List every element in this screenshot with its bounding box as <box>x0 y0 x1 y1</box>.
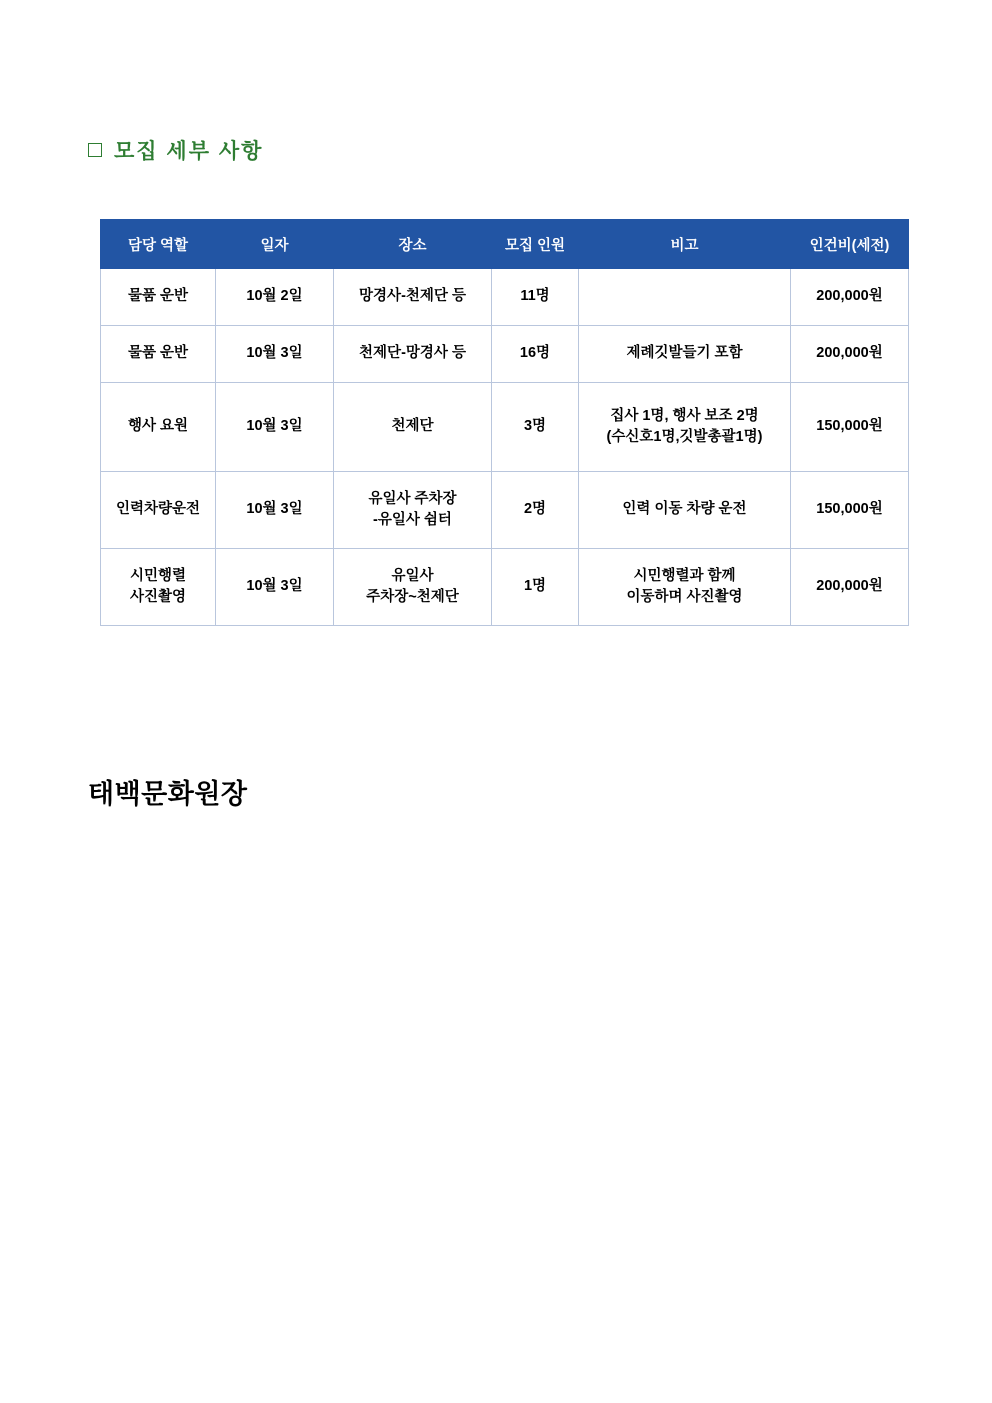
cell-count: 2명 <box>492 472 579 549</box>
column-header-place: 장소 <box>334 220 492 269</box>
signature-line: 태백문화원장 <box>88 779 248 809</box>
table-row <box>101 549 909 626</box>
cell-date: 10월 3일 <box>216 472 334 549</box>
cell-role: 물품 운반 <box>101 269 216 326</box>
cell-count: 11명 <box>492 269 579 326</box>
cell-fee: 200,000원 <box>791 269 909 326</box>
column-header-fee: 인건비(세전) <box>791 220 909 269</box>
column-header-date: 일자 <box>216 220 334 269</box>
cell-note-line1: 시민행렬과 함께 <box>633 567 736 584</box>
column-header-count: 모집 인원 <box>492 220 579 269</box>
table-row <box>101 269 909 326</box>
column-header-note: 비고 <box>579 220 791 269</box>
cell-place-line2: 주차장~천제단 <box>366 589 459 605</box>
cell-note <box>579 326 791 383</box>
cell-role <box>101 549 216 626</box>
square-outline-icon <box>88 143 102 157</box>
cell-place-line1: 망경사-천제단 등 <box>359 288 466 305</box>
cell-place-line1: 유일사 주차장 <box>368 490 457 507</box>
cell-role-line1: 시민행렬 <box>129 567 187 584</box>
cell-place <box>334 326 492 383</box>
cell-fee: 150,000원 <box>791 472 909 549</box>
cell-note <box>579 269 791 326</box>
cell-date: 10월 3일 <box>216 383 334 472</box>
cell-note-line2: (수신호1명,깃발총괄1명) <box>606 429 763 445</box>
cell-note-line1: 제례깃발들기 포함 <box>626 345 743 362</box>
table-header-row <box>101 220 909 269</box>
cell-note-line1: 인력 이동 차량 운전 <box>622 501 747 518</box>
cell-place <box>334 383 492 472</box>
table-row <box>101 326 909 383</box>
table-row <box>101 472 909 549</box>
cell-note <box>579 472 791 549</box>
recruitment-detail-table <box>100 219 909 626</box>
cell-note <box>579 549 791 626</box>
cell-fee: 150,000원 <box>791 383 909 472</box>
table-row <box>101 383 909 472</box>
column-header-role: 담당 역할 <box>101 220 216 269</box>
section-heading <box>88 135 263 165</box>
cell-count: 1명 <box>492 549 579 626</box>
cell-place-line2: -유일사 쉼터 <box>373 512 452 528</box>
cell-place-line1: 천제단 <box>391 418 434 435</box>
cell-role-line2: 사진촬영 <box>129 589 187 605</box>
section-heading-label: 모집 세부 사항 <box>114 140 264 163</box>
cell-role: 물품 운반 <box>101 326 216 383</box>
cell-place <box>334 472 492 549</box>
cell-note <box>579 383 791 472</box>
cell-note-line2: 이동하며 사진촬영 <box>626 589 743 605</box>
cell-date: 10월 2일 <box>216 269 334 326</box>
cell-date: 10월 3일 <box>216 326 334 383</box>
cell-date: 10월 3일 <box>216 549 334 626</box>
cell-place <box>334 549 492 626</box>
cell-place-line1: 천제단-망경사 등 <box>359 345 466 362</box>
cell-role: 행사 요원 <box>101 383 216 472</box>
cell-count: 16명 <box>492 326 579 383</box>
cell-fee: 200,000원 <box>791 326 909 383</box>
cell-place-line1: 유일사 <box>391 567 434 584</box>
cell-note-line1: 집사 1명, 행사 보조 2명 <box>610 407 759 424</box>
cell-role: 인력차량운전 <box>101 472 216 549</box>
cell-fee: 200,000원 <box>791 549 909 626</box>
cell-count: 3명 <box>492 383 579 472</box>
cell-place <box>334 269 492 326</box>
